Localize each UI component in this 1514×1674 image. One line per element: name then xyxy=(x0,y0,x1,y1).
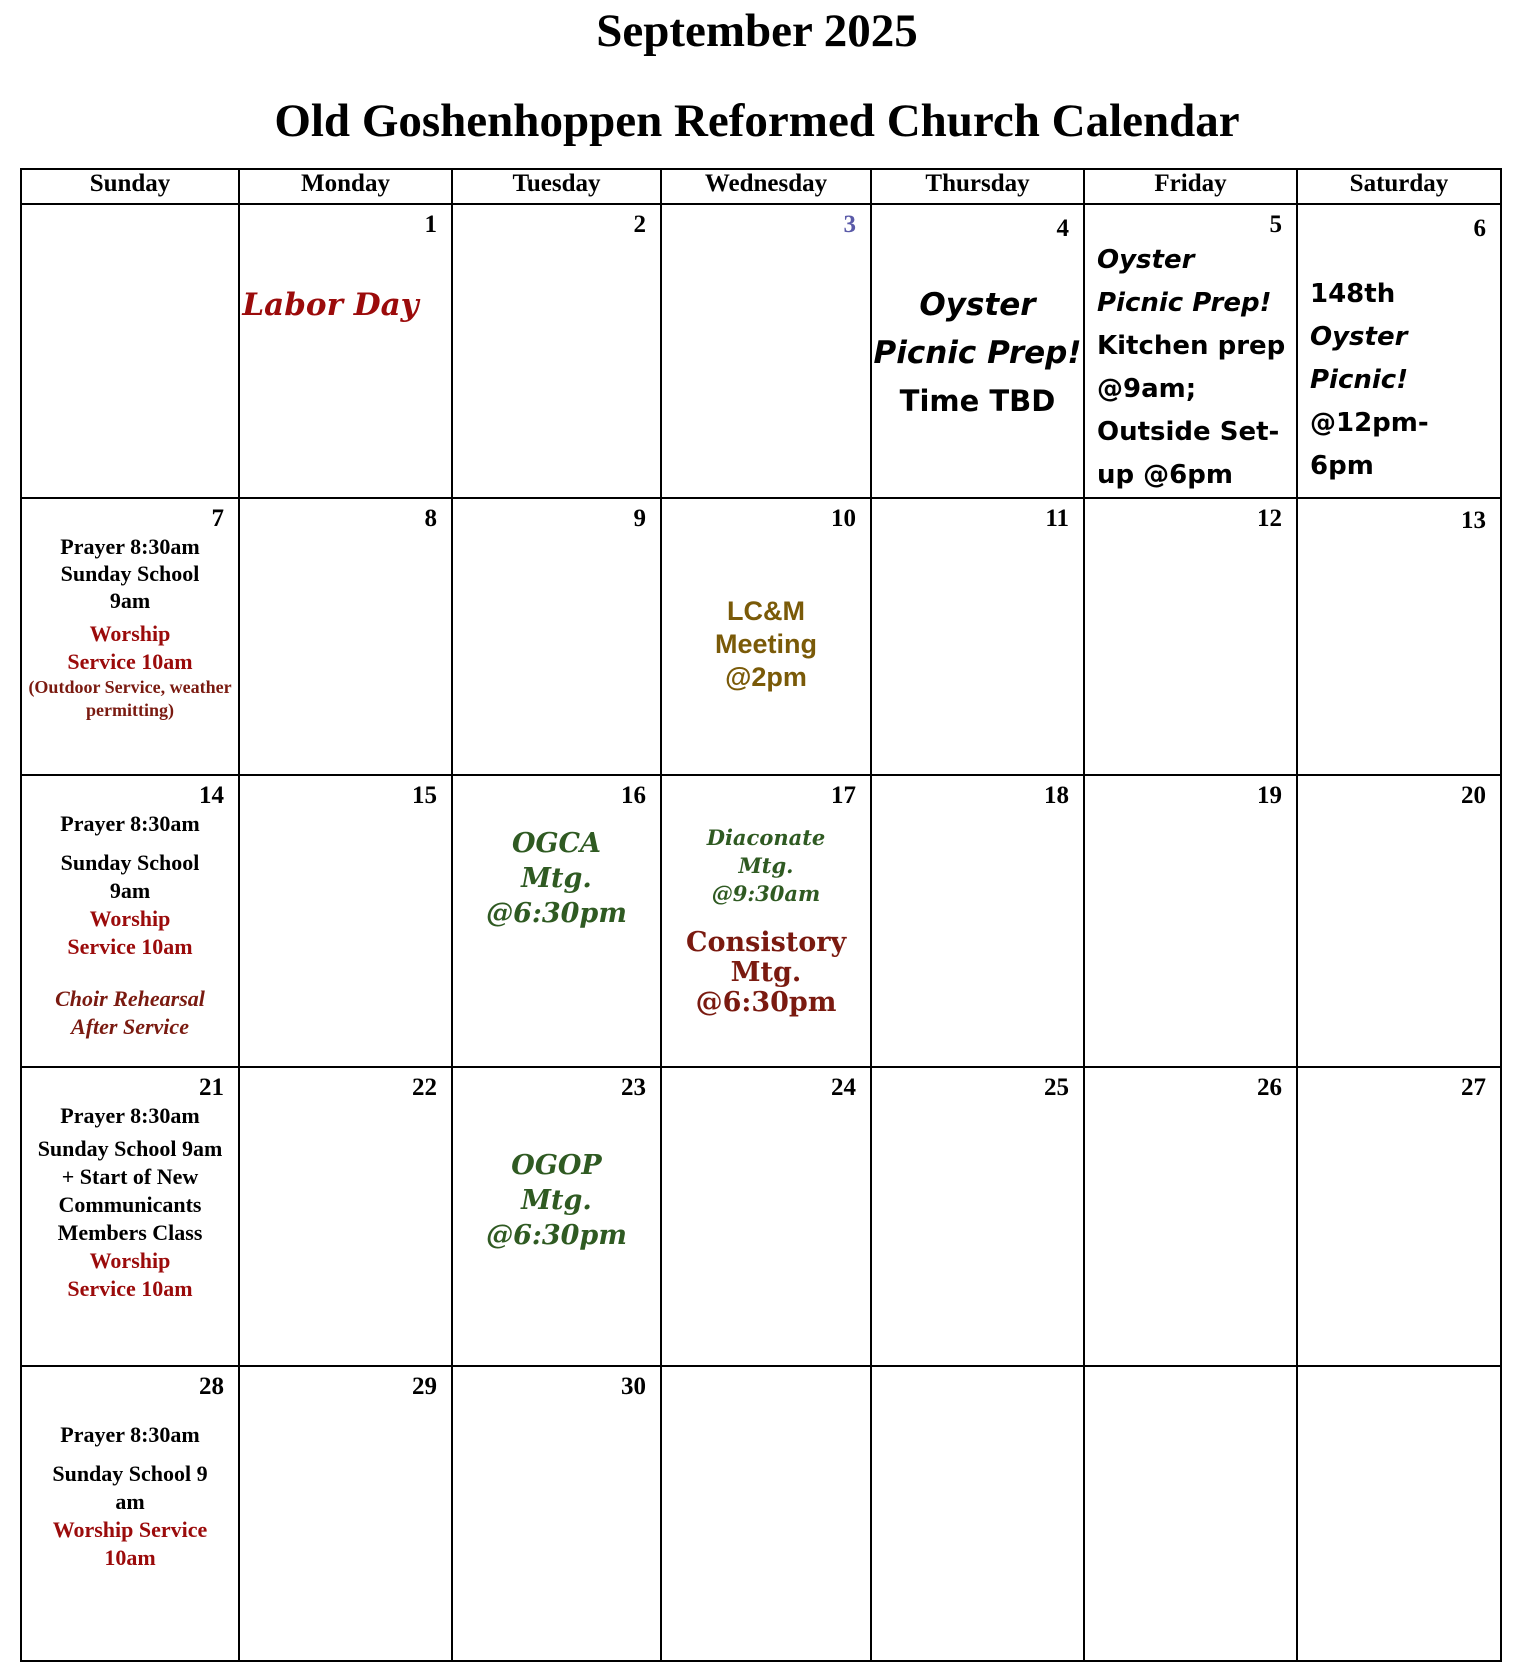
day-number: 8 xyxy=(424,505,437,532)
day-number: 10 xyxy=(831,505,856,532)
day-cell-21 xyxy=(21,1067,239,1366)
day-number: 21 xyxy=(199,1074,224,1101)
day-number: 13 xyxy=(1461,507,1486,534)
day-number: 30 xyxy=(621,1373,646,1400)
event-worship-service: Worship Service 10am xyxy=(52,1517,208,1570)
day-number: 22 xyxy=(412,1074,437,1101)
day-number: 12 xyxy=(1257,505,1282,532)
day-cell-18 xyxy=(871,775,1084,1067)
day-cell-24 xyxy=(661,1067,871,1366)
day-cell-30 xyxy=(452,1366,661,1661)
day-number: 26 xyxy=(1257,1074,1282,1101)
day-number: 19 xyxy=(1257,782,1282,809)
day-cell-4 xyxy=(871,204,1084,498)
day-number: 20 xyxy=(1461,782,1486,809)
day-cell-12 xyxy=(1084,498,1297,775)
event-choir-rehearsal: Choir Rehearsal After Service xyxy=(55,986,205,1039)
day-cell-27 xyxy=(1297,1067,1501,1366)
week-row xyxy=(21,498,1501,775)
weekday-thursday: Thursday xyxy=(871,169,1084,204)
day-cell-1 xyxy=(239,204,452,498)
day-number: 24 xyxy=(831,1074,856,1101)
week-row xyxy=(21,775,1501,1067)
day-number: 9 xyxy=(633,505,646,532)
day-cell-empty xyxy=(21,204,239,498)
calendar-title: Old Goshenhoppen Reformed Church Calendar xyxy=(274,95,1240,147)
event-worship-service: Worship Service 10am xyxy=(67,1248,193,1301)
event-prayer: Prayer 8:30am xyxy=(60,1103,200,1128)
day-number: 29 xyxy=(412,1373,437,1400)
day-cell-9 xyxy=(452,498,661,775)
event-sunday-school: Sunday School 9am xyxy=(60,561,200,613)
weekday-header-row xyxy=(21,169,1501,204)
day-cell-22 xyxy=(239,1067,452,1366)
weekday-monday: Monday xyxy=(239,169,452,204)
day-cell-empty xyxy=(1084,1366,1297,1661)
event-sunday-school: Sunday School 9am + Start of New Communicants Members Class xyxy=(37,1136,223,1245)
day-number: 4 xyxy=(1056,215,1069,242)
calendar-grid xyxy=(20,168,1502,1662)
event-prayer: Prayer 8:30am xyxy=(60,811,200,836)
day-cell-25 xyxy=(871,1067,1084,1366)
event-oyster-picnic-prep: Oyster Picnic Prep! Time TBD xyxy=(873,287,1082,418)
day-number: 16 xyxy=(621,782,646,809)
day-cell-2 xyxy=(452,204,661,498)
event-ogca-meeting: OGCA Mtg. @6:30pm xyxy=(486,828,627,929)
week-row xyxy=(21,204,1501,498)
day-cell-8 xyxy=(239,498,452,775)
week-row xyxy=(21,1366,1501,1661)
day-cell-empty xyxy=(1297,1366,1501,1661)
event-oyster-picnic: 148th Oyster Picnic! @12pm-6pm xyxy=(1310,279,1429,481)
event-prayer: Prayer 8:30am xyxy=(60,534,200,559)
event-consistory-meeting: Consistory Mtg. @6:30pm xyxy=(686,927,847,1018)
day-cell-empty xyxy=(871,1366,1084,1661)
day-cell-5 xyxy=(1084,204,1297,498)
day-number: 2 xyxy=(633,211,646,238)
day-cell-26 xyxy=(1084,1067,1297,1366)
day-number: 3 xyxy=(843,211,856,238)
day-number: 18 xyxy=(1044,782,1069,809)
day-cell-28 xyxy=(21,1366,239,1661)
event-worship-service: Worship Service 10am xyxy=(67,621,193,674)
day-number: 27 xyxy=(1461,1074,1486,1101)
weekday-wednesday: Wednesday xyxy=(661,169,871,204)
day-cell-17 xyxy=(661,775,871,1067)
event-sunday-school: Sunday School 9am xyxy=(60,850,200,903)
day-cell-empty xyxy=(661,1366,871,1661)
day-cell-7 xyxy=(21,498,239,775)
event-labor-day: Labor Day xyxy=(242,287,419,323)
event-prayer: Prayer 8:30am xyxy=(60,1422,200,1447)
weekday-sunday: Sunday xyxy=(21,169,239,204)
week-row xyxy=(21,1067,1501,1366)
day-cell-14 xyxy=(21,775,239,1067)
event-oyster-picnic-prep-friday: Oyster Picnic Prep! Kitchen prep @9am; Outside Set-up @6pm xyxy=(1097,245,1286,490)
weekday-saturday: Saturday xyxy=(1297,169,1501,204)
month-title: September 2025 xyxy=(596,5,918,57)
day-number: 5 xyxy=(1269,211,1282,238)
event-sunday-school: Sunday School 9 am xyxy=(52,1461,208,1514)
day-cell-16 xyxy=(452,775,661,1067)
event-worship-service: Worship Service 10am xyxy=(67,906,193,959)
day-cell-19 xyxy=(1084,775,1297,1067)
event-ogop-meeting: OGOP Mtg. @6:30pm xyxy=(486,1150,627,1251)
day-number: 25 xyxy=(1044,1074,1069,1101)
day-number: 11 xyxy=(1045,505,1069,532)
day-cell-3 xyxy=(661,204,871,498)
day-number: 1 xyxy=(424,211,437,238)
day-number: 23 xyxy=(621,1074,646,1101)
day-cell-10 xyxy=(661,498,871,775)
day-cell-23 xyxy=(452,1067,661,1366)
day-number: 6 xyxy=(1473,215,1486,242)
day-cell-15 xyxy=(239,775,452,1067)
event-diaconate-meeting: Diaconate Mtg. @9:30am xyxy=(706,825,826,906)
day-number: 17 xyxy=(831,782,856,809)
event-lcm-meeting: LC&M Meeting @2pm xyxy=(714,596,817,692)
weekday-tuesday: Tuesday xyxy=(452,169,661,204)
day-number: 14 xyxy=(199,782,224,809)
day-number: 7 xyxy=(211,505,224,532)
day-cell-11 xyxy=(871,498,1084,775)
weekday-friday: Friday xyxy=(1084,169,1297,204)
event-outdoor-note: (Outdoor Service, weather permitting) xyxy=(28,677,232,720)
day-number: 28 xyxy=(199,1373,224,1400)
day-cell-6 xyxy=(1297,204,1501,498)
day-cell-29 xyxy=(239,1366,452,1661)
day-cell-13 xyxy=(1297,498,1501,775)
day-cell-20 xyxy=(1297,775,1501,1067)
day-number: 15 xyxy=(412,782,437,809)
